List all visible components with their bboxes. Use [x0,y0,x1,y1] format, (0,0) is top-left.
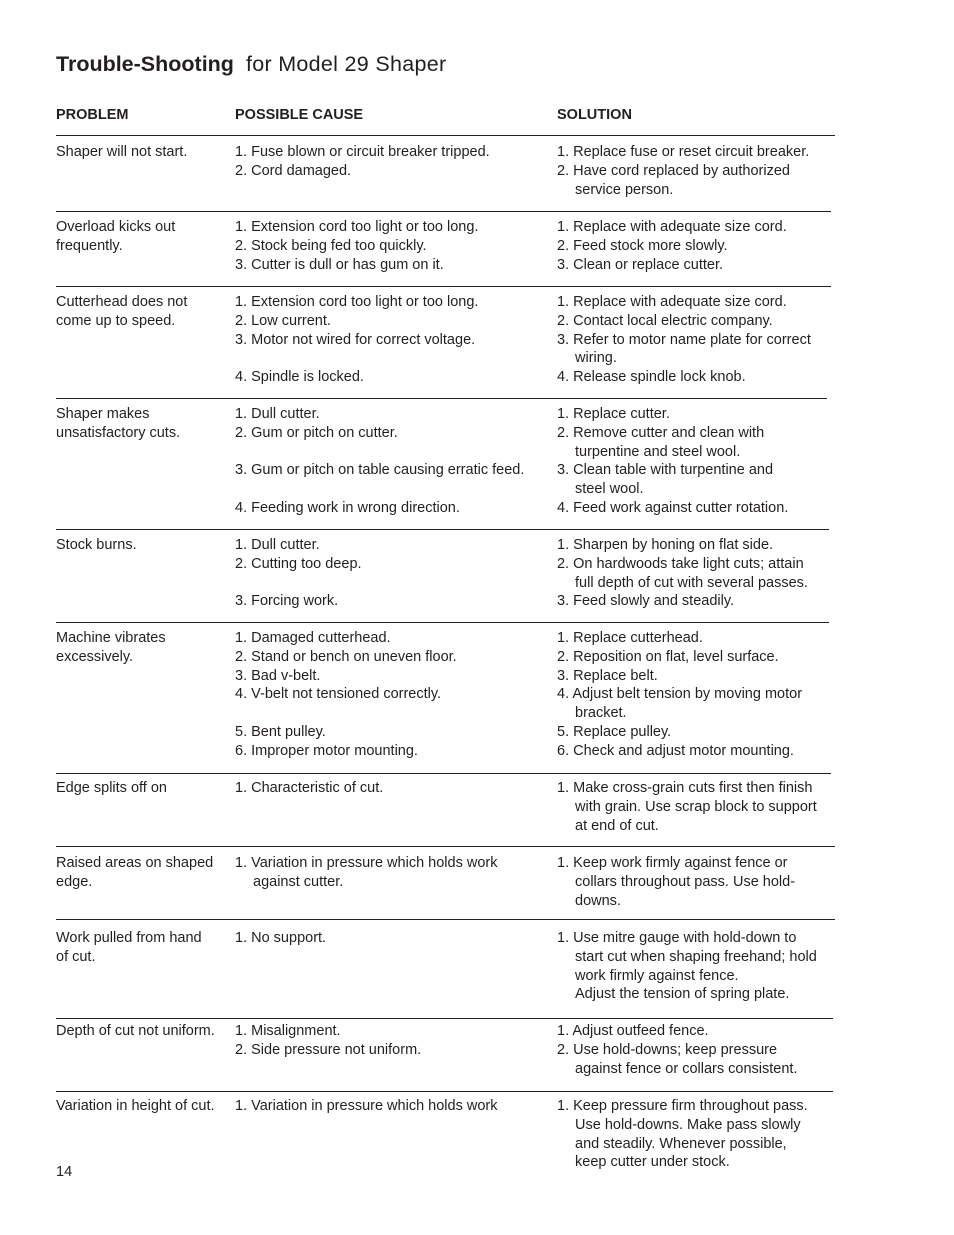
page-number: 14 [56,1164,73,1180]
row-divider [56,622,829,623]
problem-line: Cutterhead does not [56,294,188,310]
solution-line: 4. Adjust belt tension by moving motor [557,686,803,703]
solution-line: 3. Refer to motor name plate for correct [557,331,811,348]
solution-line: 3. Feed slowly and steadily. [557,593,735,610]
problem-cell [56,1022,215,1041]
cause-cell [235,536,362,611]
cause-cell [235,779,383,798]
problem-line: Shaper makes [56,406,150,422]
problem-cell [56,536,137,555]
problem-cell [56,143,187,162]
cause-line: 1. Variation in pressure which holds work [235,855,498,871]
cause-line: 3. Cutter is dull or has gum on it. [235,256,444,273]
solution-cell [557,1022,797,1078]
solution-line: service person. [575,181,674,198]
solution-line: 2. Remove cutter and clean with [557,424,765,441]
solution-cell [557,629,802,761]
solution-line: 1. Keep work firmly against fence or [557,855,788,871]
cause-line: 1. Dull cutter. [235,537,320,553]
problem-cell [56,293,187,331]
cause-line: 6. Improper motor mounting. [235,742,418,759]
problem-cell [56,218,175,256]
problem-line: frequently. [56,237,123,254]
solution-cell [557,1097,808,1172]
cause-line: 2. Low current. [235,312,331,329]
cause-line: 2. Cord damaged. [235,162,352,179]
solution-line: 3. Clean or replace cutter. [557,256,724,273]
solution-line: bracket. [575,705,627,722]
header-cause: POSSIBLE CAUSE [235,107,364,123]
solution-line: 2. Use hold-downs; keep pressure [557,1041,778,1058]
solution-line: 1. Use mitre gauge with hold-down to [557,930,797,946]
solution-line: 2. Reposition on flat, level surface. [557,648,779,665]
solution-line: against fence or collars consistent. [575,1060,798,1077]
problem-cell [56,779,167,798]
problem-line: edge. [56,873,93,890]
solution-line: 6. Check and adjust motor mounting. [557,742,794,759]
row-divider [56,846,835,847]
solution-line: keep cutter under stock. [575,1154,730,1171]
solution-line: 1. Replace with adequate size cord. [557,294,787,310]
cause-line: 4. Feeding work in wrong direction. [235,499,460,516]
problem-line: come up to speed. [56,312,176,329]
problem-cell [56,405,180,443]
solution-line: and steadily. Whenever possible, [575,1135,787,1152]
problem-line: of cut. [56,948,96,965]
problem-cell [56,929,202,967]
page-title [56,52,446,77]
row-divider [56,286,831,287]
solution-line: 1. Sharpen by honing on flat side. [557,537,774,553]
solution-cell [557,143,809,199]
cause-line: 3. Forcing work. [235,593,339,610]
solution-cell [557,854,795,910]
problem-line: Depth of cut not uniform. [56,1023,215,1039]
solution-line: with grain. Use scrap block to support [575,798,817,815]
solution-cell [557,536,808,611]
cause-cell [235,405,524,518]
cause-line: 1. Dull cutter. [235,406,320,422]
header-solution: SOLUTION [557,107,632,123]
cause-line: 4. Spindle is locked. [235,369,364,386]
cause-line: 1. Damaged cutterhead. [235,630,391,646]
solution-line: Use hold-downs. Make pass slowly [575,1116,801,1133]
cause-line: 2. Gum or pitch on cutter. [235,424,398,441]
cause-line: 1. Extension cord too light or too long. [235,219,479,235]
title-normal: for Model 29 Shaper [245,52,447,76]
cause-line [235,704,457,723]
cause-cell [235,1022,421,1060]
solution-line: full depth of cut with several passes. [575,574,808,591]
row-divider [56,211,831,212]
cause-cell [235,854,497,892]
row-divider [56,773,831,774]
solution-line: turpentine and steel wool. [575,443,741,460]
solution-cell [557,929,817,1004]
cause-cell [235,629,457,761]
row-divider [56,1018,833,1019]
solution-line: 3. Clean table with turpentine and [557,462,774,479]
row-divider [56,1091,833,1092]
solution-line: 4. Feed work against cutter rotation. [557,499,789,516]
cause-line: 4. V-belt not tensioned correctly. [235,686,442,703]
solution-line: 1. Replace with adequate size cord. [557,219,787,235]
solution-cell [557,218,787,274]
cause-cell [235,218,478,274]
header-problem: PROBLEM [56,107,129,123]
problem-cell [56,1097,215,1116]
cause-line: 1. Fuse blown or circuit breaker tripped. [235,144,490,160]
cause-cell [235,293,478,387]
solution-cell [557,779,817,835]
solution-line: collars throughout pass. Use hold- [575,873,796,890]
problem-line: unsatisfactory cuts. [56,424,181,441]
header-divider [56,135,835,136]
cause-line [235,574,362,593]
solution-line: 1. Keep pressure firm throughout pass. [557,1098,808,1114]
problem-line: Overload kicks out [56,219,176,235]
solution-line: steel wool. [575,481,644,498]
solution-cell [557,293,811,387]
row-divider [56,919,835,920]
solution-line: 2. On hardwoods take light cuts; attain [557,555,804,572]
solution-line: 2. Contact local electric company. [557,312,773,329]
cause-line: 2. Stand or bench on uneven floor. [235,648,457,665]
cause-line: 5. Bent pulley. [235,723,326,740]
row-divider [56,398,827,399]
solution-line: 1. Adjust outfeed fence. [557,1023,709,1039]
cause-line: 2. Side pressure not uniform. [235,1041,422,1058]
problem-line: Shaper will not start. [56,144,188,160]
cause-line: 3. Gum or pitch on table causing erratic feed. [235,462,525,479]
cause-line [235,443,524,462]
solution-line: at end of cut. [575,817,659,834]
problem-line: Stock burns. [56,537,137,553]
problem-line: Machine vibrates [56,630,166,646]
cause-line: 1. Misalignment. [235,1023,341,1039]
problem-line: excessively. [56,648,134,665]
solution-line: 1. Make cross-grain cuts first then finish [557,780,813,796]
cause-line [235,480,524,499]
problem-cell [56,629,166,667]
cause-line: 3. Bad v-belt. [235,667,321,684]
problem-cell [56,854,213,892]
cause-line: 1. Variation in pressure which holds work [235,1098,498,1114]
cause-cell [235,929,326,948]
solution-line: 1. Replace fuse or reset circuit breaker. [557,144,810,160]
solution-line: 4. Release spindle lock knob. [557,369,746,386]
solution-line: downs. [575,892,621,909]
cause-cell [235,143,490,181]
solution-line: Adjust the tension of spring plate. [575,986,790,1003]
solution-line: wiring. [575,350,617,367]
cause-line: 3. Motor not wired for correct voltage. [235,331,476,348]
problem-line: Raised areas on shaped [56,855,214,871]
cause-line: 1. Characteristic of cut. [235,780,384,796]
cause-line: 1. Extension cord too light or too long. [235,294,479,310]
solution-line: 1. Replace cutter. [557,406,670,422]
row-divider [56,529,829,530]
cause-line: 1. No support. [235,930,327,946]
solution-line: 5. Replace pulley. [557,723,672,740]
cause-line: 2. Stock being fed too quickly. [235,237,427,254]
solution-line: 2. Have cord replaced by authorized [557,162,790,179]
cause-line: against cutter. [253,873,344,890]
solution-line: 3. Replace belt. [557,667,658,684]
solution-line: start cut when shaping freehand; hold [575,948,817,965]
cause-line [235,349,478,368]
problem-line: Work pulled from hand [56,930,202,946]
solution-line: 2. Feed stock more slowly. [557,237,728,254]
solution-line: work firmly against fence. [575,967,739,984]
title-bold: Trouble-Shooting [56,52,234,76]
solution-cell [557,405,788,518]
cause-cell [235,1097,497,1116]
solution-line: 1. Replace cutterhead. [557,630,703,646]
problem-line: Variation in height of cut. [56,1098,215,1114]
problem-line: Edge splits off on [56,780,167,796]
cause-line: 2. Cutting too deep. [235,555,362,572]
